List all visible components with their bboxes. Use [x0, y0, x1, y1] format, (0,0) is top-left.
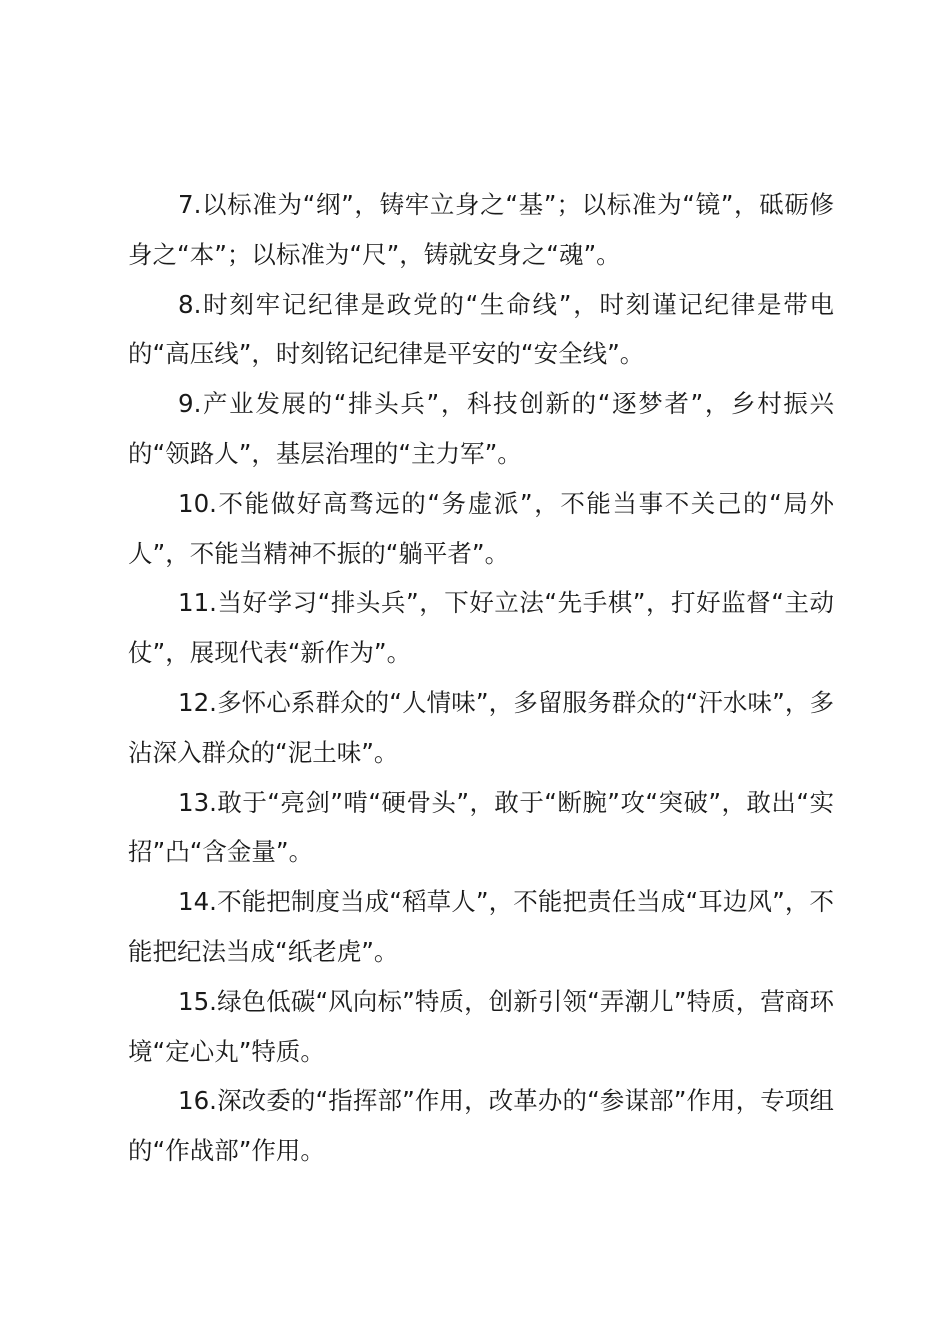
paragraph-16: 16.深改委的“指挥部”作用，改革办的“参谋部”作用，专项组的“作战部”作用。 — [128, 1086, 834, 1166]
paragraph-11: 11.当好学习“排头兵”，下好立法“先手棋”，打好监督“主动仗”，展现代表“新作为”。 — [128, 588, 834, 668]
paragraph-10: 10.不能做好高骛远的“务虚派”，不能当事不关己的“局外人”，不能当精神不振的“躺平者”。 — [128, 488, 834, 568]
paragraph-14: 14.不能把制度当成“稻草人”，不能把责任当成“耳边风”，不能把纪法当成“纸老虎”。 — [128, 887, 834, 966]
paragraph-7: 7.以标准为“纲”，铸牢立身之“基”；以标准为“镜”，砥砺修身之“本”；以标准为“尺”，铸就安身之“魂”。 — [128, 190, 834, 269]
paragraph-9: 9.产业发展的“排头兵”，科技创新的“逐梦者”，乡村振兴的“领路人”，基层治理的“主力军”。 — [128, 389, 834, 468]
paragraph-8: 8.时刻牢记纪律是政党的“生命线”，时刻谨记纪律是带电的“高压线”，时刻铭记纪律是平安的“安全线”。 — [128, 289, 834, 369]
paragraph-13: 13.敢于“亮剑”啃“硬骨头”，敢于“断腕”攻“突破”，敢出“实招”凸“含金量”。 — [128, 787, 834, 867]
paragraph-15: 15.绿色低碳“风向标”特质，创新引领“弄潮儿”特质，营商环境“定心丸”特质。 — [128, 986, 834, 1066]
document-body — [128, 180, 834, 1176]
paragraph-12: 12.多怀心系群众的“人情味”，多留服务群众的“汗水味”，多沾深入群众的“泥土味”。 — [128, 687, 834, 767]
